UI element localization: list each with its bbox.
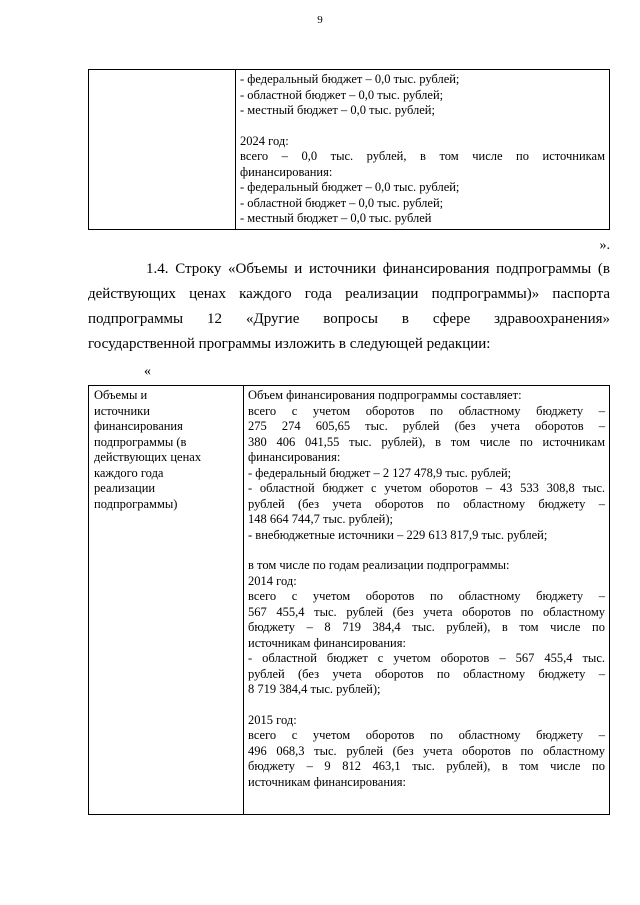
paragraph-line: государственной программы изложить в следующей редакции: [88, 336, 491, 352]
total-line-cont: финансирования: [240, 164, 333, 179]
budget-line: - федеральный бюджет – 0,0 тыс. рублей; [240, 72, 460, 86]
row-heading-line: действующих ценах [94, 450, 202, 464]
row-heading-line: подпрограммы (в [94, 434, 187, 449]
page-number: 9 [317, 14, 323, 26]
total-line: всего – 0,0 тыс. рублей, в том числе по источникам [240, 149, 605, 163]
funding-line: 8 719 384,4 тыс. рублей); [248, 682, 381, 696]
opening-quote: « [144, 364, 151, 379]
funding-line: всего с учетом оборотов по областному бюджету – [248, 403, 605, 418]
budget-line: - местный бюджет – 0,0 тыс. рублей; [240, 103, 435, 117]
table-right-cell [236, 70, 610, 230]
budget-line: - областной бюджет – 0,0 тыс. рублей; [240, 87, 444, 102]
funding-line: - федеральный бюджет – 2 127 478,9 тыс. рублей; [248, 465, 512, 480]
budget-line: - областной бюджет – 0,0 тыс. рублей; [240, 195, 444, 210]
funding-line: рублей (без учета оборотов по областному бюджету – [248, 666, 605, 681]
funding-line: рублей (без учета оборотов по областному бюджету – [248, 496, 605, 511]
funding-line: 567 455,4 тыс. рублей (без учета оборотов по областному [248, 604, 605, 619]
funding-line: 496 068,3 тыс. рублей (без учета оборотов по областному [248, 743, 605, 758]
paragraph-line: действующих ценах каждого года реализации подпрограммы)» паспорта [88, 286, 610, 302]
funding-details-cell [244, 386, 610, 815]
year-heading: 2024 год: [240, 133, 289, 148]
row-heading-cell [89, 386, 244, 815]
row-heading-line: подпрограммы) [94, 496, 178, 511]
funding-line: бюджету – 8 719 384,4 тыс. рублей), в том числе по [248, 620, 605, 634]
funding-line: - областной бюджет с учетом оборотов – 567 455,4 тыс. [248, 651, 605, 665]
paragraph-line: подпрограммы 12 «Другие вопросы в сфере здравоохранения» [88, 311, 610, 327]
paragraph-line: 1.4. Строку «Объемы и источники финансирования подпрограммы (в [146, 261, 610, 277]
funding-line: 148 664 744,7 тыс. рублей); [248, 512, 393, 526]
year-heading: 2015 год: [248, 712, 297, 727]
funding-line: - внебюджетные источники – 229 613 817,9 тыс. рублей; [248, 527, 548, 542]
funding-line: источникам финансирования: [248, 635, 406, 650]
row-heading-line: реализации [94, 481, 156, 495]
funding-line: всего с учетом оборотов по областному бюджету – [248, 589, 605, 603]
funding-line: источникам финансирования: [248, 774, 406, 789]
funding-line: - областной бюджет с учетом оборотов – 43 533 308,8 тыс. [248, 481, 605, 495]
funding-line: Объем финансирования подпрограммы составляет: [248, 388, 522, 402]
row-heading-line: финансирования [94, 419, 183, 433]
row-heading-line: каждого года [94, 465, 164, 480]
funding-table-new [88, 385, 610, 815]
budget-line: - федеральный бюджет – 0,0 тыс. рублей; [240, 180, 460, 194]
funding-line: 275 274 605,65 тыс. рублей (без учета оборотов – [248, 419, 605, 433]
funding-table-continued [88, 69, 610, 230]
funding-line: 380 406 041,55 тыс. рублей), в том числе по источникам [248, 434, 605, 449]
closing-quote: ». [599, 238, 610, 253]
row-heading-line: источники [94, 403, 150, 418]
funding-line: всего с учетом оборотов по областному бюджету – [248, 728, 605, 742]
amendment-paragraph [88, 257, 610, 357]
funding-line: в том числе по годам реализации подпрограммы: [248, 558, 510, 572]
year-heading: 2014 год: [248, 573, 297, 588]
table-left-cell-empty [89, 70, 236, 230]
funding-line: бюджету – 9 812 463,1 тыс. рублей), в том числе по [248, 759, 605, 773]
budget-line: - местный бюджет – 0,0 тыс. рублей [240, 211, 432, 225]
funding-line: финансирования: [248, 450, 341, 464]
row-heading-line: Объемы и [94, 388, 148, 402]
